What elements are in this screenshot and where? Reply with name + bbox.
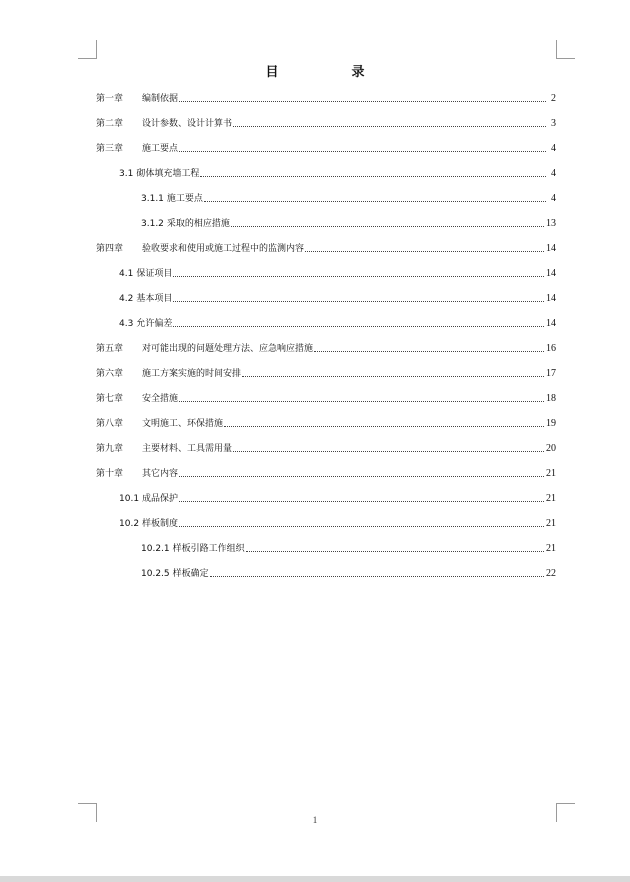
toc-entry-number: 4.1 [119, 268, 134, 279]
toc-entry-number: 第八章 [96, 418, 124, 429]
toc-entry[interactable] [96, 361, 556, 386]
toc-entry-number: 10.2.1 [141, 543, 170, 554]
toc-entry-title: 施工方案实施的时间安排 [142, 368, 242, 379]
crop-mark-top-left [78, 40, 97, 59]
toc-entry[interactable] [96, 286, 556, 311]
toc-entry-page: 13 [546, 217, 556, 229]
toc-entry-number: 第五章 [96, 343, 124, 354]
toc-entry-title: 样板引路工作组织 [172, 543, 245, 554]
toc-entry-title: 施工要点 [166, 193, 203, 204]
toc-entry[interactable] [96, 561, 556, 586]
toc-entry-title: 成品保护 [142, 493, 179, 504]
toc-entry[interactable] [96, 386, 556, 411]
toc-entry-page: 20 [546, 442, 556, 454]
toc-entry-title: 验收要求和使用或施工过程中的监测内容 [142, 243, 305, 254]
toc-entry[interactable] [96, 186, 556, 211]
toc-dot-leader [233, 451, 544, 452]
toc-entry-page: 4 [551, 192, 556, 204]
toc-entry[interactable] [96, 461, 556, 486]
toc-entry-number: 4.3 [119, 318, 134, 329]
toc-dot-leader [179, 101, 546, 102]
toc-entry-number: 10.2 [119, 518, 140, 529]
toc-entry-title: 保证项目 [136, 268, 173, 279]
toc-entry-page: 2 [551, 92, 556, 104]
toc-dot-leader [224, 426, 544, 427]
toc-entry-number: 10.2.5 [141, 568, 170, 579]
toc-entry-title: 主要材料、工具需用量 [142, 443, 233, 454]
footer-page-number: 1 [312, 815, 318, 825]
toc-entry[interactable] [96, 211, 556, 236]
toc-entry-title: 砌体填充墙工程 [136, 168, 200, 179]
toc-dot-leader [173, 326, 544, 327]
toc-entry-title: 文明施工、环保措施 [142, 418, 224, 429]
toc-entry-page: 17 [546, 367, 556, 379]
toc-dot-leader [210, 576, 544, 577]
toc-dot-leader [173, 276, 544, 277]
crop-mark-top-right [556, 40, 575, 59]
toc-entry-number: 第二章 [96, 118, 124, 129]
toc-entry-title: 样板确定 [172, 568, 209, 579]
toc-entry[interactable] [96, 311, 556, 336]
toc-entry[interactable] [96, 236, 556, 261]
toc-entry-page: 21 [546, 467, 556, 479]
toc-entry-title: 施工要点 [142, 143, 179, 154]
toc-dot-leader [233, 126, 546, 127]
table-of-contents [96, 86, 556, 586]
toc-dot-leader [204, 201, 546, 202]
viewer-bottom-edge [0, 876, 630, 882]
toc-dot-leader [314, 351, 544, 352]
toc-dot-leader [179, 476, 544, 477]
toc-entry-page: 16 [546, 342, 556, 354]
toc-entry-page: 14 [546, 242, 556, 254]
toc-entry[interactable] [96, 161, 556, 186]
toc-entry-title: 设计参数、设计计算书 [142, 118, 233, 129]
toc-entry-page: 21 [546, 542, 556, 554]
toc-entry-number: 第四章 [96, 243, 124, 254]
toc-entry-number: 第六章 [96, 368, 124, 379]
toc-entry-page: 22 [546, 567, 556, 579]
toc-entry-page: 19 [546, 417, 556, 429]
toc-dot-leader [231, 226, 544, 227]
toc-entry-page: 18 [546, 392, 556, 404]
toc-entry-number: 第七章 [96, 393, 124, 404]
toc-dot-leader [179, 526, 544, 527]
toc-entry-number: 第十章 [96, 468, 124, 479]
toc-entry-number: 第一章 [96, 93, 124, 104]
toc-entry-page: 14 [546, 292, 556, 304]
toc-entry-title: 允许偏差 [136, 318, 173, 329]
toc-entry-title: 采取的相应措施 [166, 218, 230, 229]
toc-entry[interactable] [96, 336, 556, 361]
toc-entry[interactable] [96, 411, 556, 436]
toc-entry-page: 4 [551, 167, 556, 179]
toc-entry-number: 第九章 [96, 443, 124, 454]
toc-title: 目 录 [265, 65, 395, 80]
toc-dot-leader [179, 501, 544, 502]
toc-entry[interactable] [96, 511, 556, 536]
toc-entry-title: 基本项目 [136, 293, 173, 304]
toc-entry-title: 样板制度 [142, 518, 179, 529]
toc-entry-number: 3.1 [119, 168, 134, 179]
toc-entry-title: 编制依据 [142, 93, 179, 104]
toc-entry-number: 第三章 [96, 143, 124, 154]
toc-dot-leader [305, 251, 544, 252]
toc-entry[interactable] [96, 436, 556, 461]
toc-entry-title: 其它内容 [142, 468, 179, 479]
toc-entry[interactable] [96, 261, 556, 286]
toc-entry[interactable] [96, 536, 556, 561]
toc-entry-page: 3 [551, 117, 556, 129]
toc-entry-page: 21 [546, 492, 556, 504]
toc-dot-leader [173, 301, 544, 302]
toc-entry-number: 4.2 [119, 293, 134, 304]
toc-entry[interactable] [96, 111, 556, 136]
toc-entry-page: 21 [546, 517, 556, 529]
toc-dot-leader [242, 376, 544, 377]
toc-entry[interactable] [96, 86, 556, 111]
toc-entry-page: 14 [546, 317, 556, 329]
toc-entry-title: 安全措施 [142, 393, 179, 404]
toc-dot-leader [246, 551, 544, 552]
toc-entry[interactable] [96, 136, 556, 161]
toc-entry-title: 对可能出现的问题处理方法、应急响应措施 [142, 343, 314, 354]
toc-entry[interactable] [96, 486, 556, 511]
toc-entry-page: 4 [551, 142, 556, 154]
toc-dot-leader [200, 176, 546, 177]
toc-dot-leader [179, 401, 544, 402]
toc-entry-number: 3.1.1 [141, 193, 164, 204]
toc-entry-number: 10.1 [119, 493, 140, 504]
toc-entry-page: 14 [546, 267, 556, 279]
toc-entry-number: 3.1.2 [141, 218, 164, 229]
toc-dot-leader [179, 151, 546, 152]
